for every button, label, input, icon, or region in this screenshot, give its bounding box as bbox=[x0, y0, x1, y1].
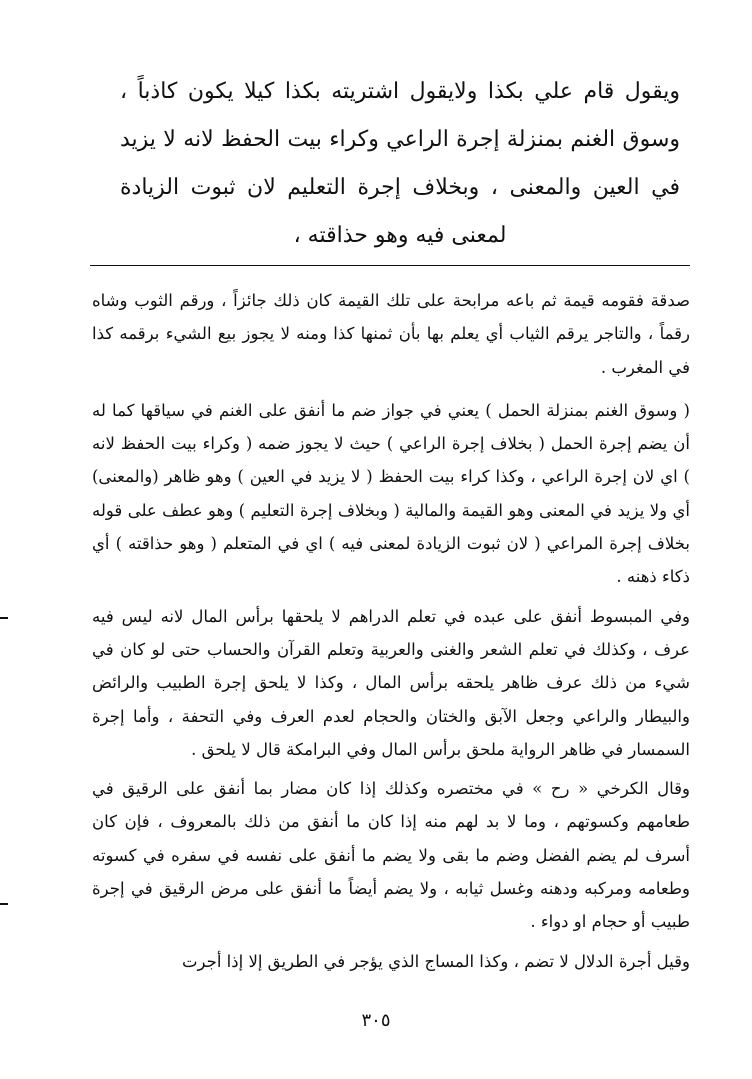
commentary-block bbox=[92, 284, 690, 984]
main-text-block bbox=[120, 68, 680, 260]
page-number: ٣٠٥ bbox=[361, 1010, 391, 1031]
commentary-paragraph-1: صدقة فقومه قيمة ثم باعه مرابحة على تلك القيمة كان ذلك جائزاً ، ورقم الثوب وشاه رقماً ، والتاجر يرقم الثياب أي يعلم بها بأن ثمنها كذا ومنه لا يجوز بيع الشيء برقمه كذا في المغرب . bbox=[92, 291, 690, 377]
margin-mark bbox=[0, 617, 8, 619]
commentary-paragraph-3: وفي المبسوط أنفق على عبده في تعلم الدراهم لا يلحقها برأس المال لانه ليس فيه عرف ، وكذلك في تعلم الشعر والغنى والعربية وتعلم القرآن والحساب حتى لو كان في شيء من ذلك عرف ظاهر يلحقه برأس المال ، وكذا لا يلحق إجرة الطبيب والرائض والبيطار والراعي وجعل الآبق والختان والحجام لعدم العرف وفي التحفة ، وأما إجرة السمسار في ظاهر الرواية ملحق برأس المال وفي البرامكة قال لا يلحق . bbox=[92, 606, 690, 759]
main-text-paragraph: ويقول قام علي بكذا ولايقول اشتريته بكذا كيلا يكون كاذباً ، وسوق الغنم بمنزلة إجرة الراعي وكراء بيت الحفظ لانه لا يزيد في العين والمعنى ، وبخلاف إجرة التعليم لان ثبوت الزيادة لمعنى فيه وهو حذاقته ، bbox=[120, 79, 680, 248]
commentary-paragraph-5: وقيل أجرة الدلال لا تضم ، وكذا المساج الذي يؤجر في الطريق إلا إذا أجرت bbox=[182, 951, 690, 971]
commentary-paragraph-4: وقال الكرخي « رح » في مختصره وكذلك إذا كان مضار بما أنفق على الرقيق في طعامهم وكسوتهم ، وما لا بد لهم منه إذا كان ما أنفق من ذلك بالمعروف ، فإن كان أسرف لم يضم الفضل وضم ما بقى ولا يضم ما أنفق على نفسه في سفره في كسوته وطعامه ومركبه ودهنه وغسل ثيابه ، ولا يضم أيضاً ما أنفق على مرض الرقيق في إجرة طبيب أو حجام او دواء . bbox=[92, 779, 690, 932]
separator-rule bbox=[90, 265, 690, 266]
margin-mark bbox=[0, 903, 8, 905]
commentary-paragraph-2: ( وسوق الغنم بمنزلة الحمل ) يعني في جواز ضم ما أنفق على الغنم في سياقها كما له أن يضم إجرة الحمل ( بخلاف إجرة الراعي ) حيث لا يجوز ضمه ( وكراء بيت الحفظ لانه ) اي لان إجرة الراعي ، وكذا كراء بيت الحفظ ( لا يزيد في العين ) وهو ظاهر (والمعنى) أي ولا يزيد في المعنى وهو القيمة والمالية ( وبخلاف إجرة التعليم ) وهو عطف على قوله بخلاف إجرة المراعي ( لان ثبوت الزيادة لمعنى فيه ) اي في المتعلم ( وهو حذاقته ) أي ذكاء ذهنه . bbox=[92, 400, 690, 587]
